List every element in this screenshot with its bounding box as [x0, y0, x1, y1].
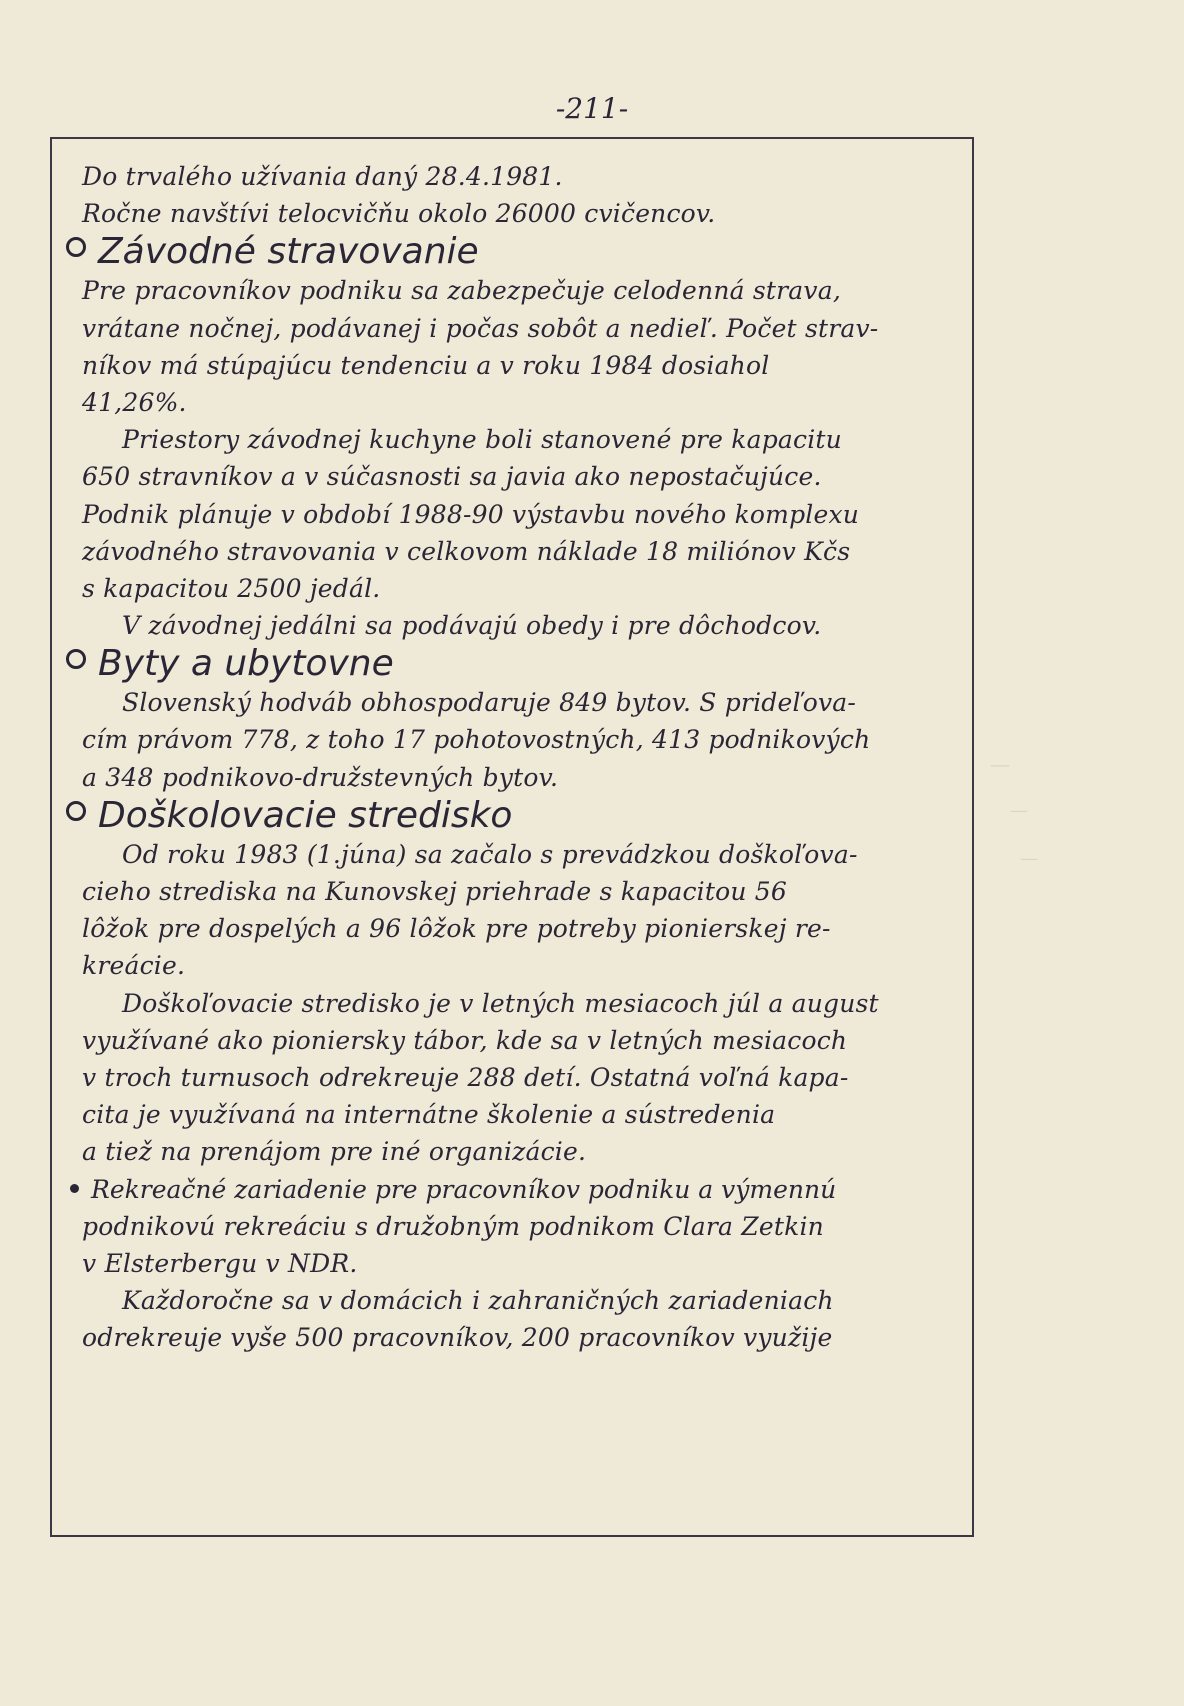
- bleed-through-mark: —: [1010, 800, 1028, 821]
- text-line: Podnik plánuje v období 1988-90 výstavbu nového komplexu: [82, 499, 860, 529]
- dot-bullet-icon: [70, 1184, 79, 1193]
- text-line: a 348 podnikovo-družstevných bytov.: [82, 762, 559, 792]
- handwritten-text-block: [82, 158, 982, 1356]
- circle-bullet-icon: [66, 649, 86, 669]
- page-number: -211-: [555, 92, 629, 125]
- text-line: Doškoľovacie stredisko je v letných mesiacoch júl a august: [122, 988, 879, 1018]
- text-line: Od roku 1983 (1.júna) sa začalo s prevádzkou doškoľova-: [122, 839, 858, 869]
- text-line: odrekreuje vyše 500 pracovníkov, 200 pracovníkov využije: [82, 1323, 833, 1353]
- circle-bullet-icon: [66, 801, 86, 821]
- text-line: v Elsterbergu v NDR.: [82, 1248, 358, 1278]
- text-line: vrátane nočnej, podávanej i počas sobôt a nedieľ. Počet strav-: [82, 313, 879, 343]
- section-heading: [66, 232, 982, 272]
- text-line: Ročne navštívi telocvičňu okolo 26000 cvičencov.: [82, 199, 716, 229]
- text-line: Pre pracovníkov podniku sa zabezpečuje celodenná strava,: [82, 276, 841, 306]
- text-line: Priestory závodnej kuchyne boli stanovené pre kapacitu: [122, 425, 842, 455]
- text-line: a tiež na prenájom pre iné organizácie.: [82, 1137, 587, 1167]
- text-line: Slovenský hodváb obhospodaruje 849 bytov. S prideľova-: [122, 688, 857, 718]
- bleed-through-mark: —: [990, 752, 1010, 776]
- section-heading: [66, 796, 982, 836]
- bullet-list-item: [70, 1171, 982, 1208]
- text-line: kreácie.: [82, 951, 186, 981]
- text-line: v troch turnusoch odrekreuje 288 detí. Ostatná voľná kapa-: [82, 1062, 849, 1092]
- section-heading: [66, 644, 982, 684]
- text-line: podnikovú rekreáciu s družobným podnikom Clara Zetkin: [82, 1211, 824, 1241]
- section-heading-text: Doškolovacie stredisko: [98, 794, 513, 836]
- text-line: s kapacitou 2500 jedál.: [82, 573, 381, 603]
- text-line: Do trvalého užívania daný 28.4.1981.: [82, 162, 563, 191]
- text-line: níkov má stúpajúcu tendenciu a v roku 1984 dosiahol: [82, 350, 770, 380]
- text-line: Každoročne sa v domácich i zahraničných zariadeniach: [122, 1286, 834, 1316]
- text-line: V závodnej jedálni sa podávajú obedy i pre dôchodcov.: [122, 611, 822, 641]
- bleed-through-mark: —: [1020, 848, 1038, 869]
- circle-bullet-icon: [66, 237, 86, 257]
- text-line: cieho strediska na Kunovskej priehrade s kapacitou 56: [82, 877, 788, 906]
- text-line: 650 stravníkov a v súčasnosti sa javia ako nepostačujúce.: [82, 462, 822, 492]
- section-heading-text: Byty a ubytovne: [98, 643, 394, 685]
- text-line: cita je využívaná na internátne školenie a sústredenia: [82, 1100, 776, 1130]
- text-line: 41,26%.: [82, 387, 187, 417]
- text-line: lôžok pre dospelých a 96 lôžok pre potreby pionierskej re-: [82, 914, 831, 944]
- text-line: využívané ako pioniersky tábor, kde sa v letných mesiacoch: [82, 1025, 848, 1055]
- section-heading-text: Závodné stravovanie: [98, 231, 479, 273]
- text-line: cím právom 778, z toho 17 pohotovostných, 413 podnikových: [82, 725, 871, 755]
- text-line: závodného stravovania v celkovom náklade 18 miliónov Kčs: [82, 536, 851, 566]
- bullet-text: Rekreačné zariadenie pre pracovníkov podniku a výmennú: [91, 1174, 837, 1204]
